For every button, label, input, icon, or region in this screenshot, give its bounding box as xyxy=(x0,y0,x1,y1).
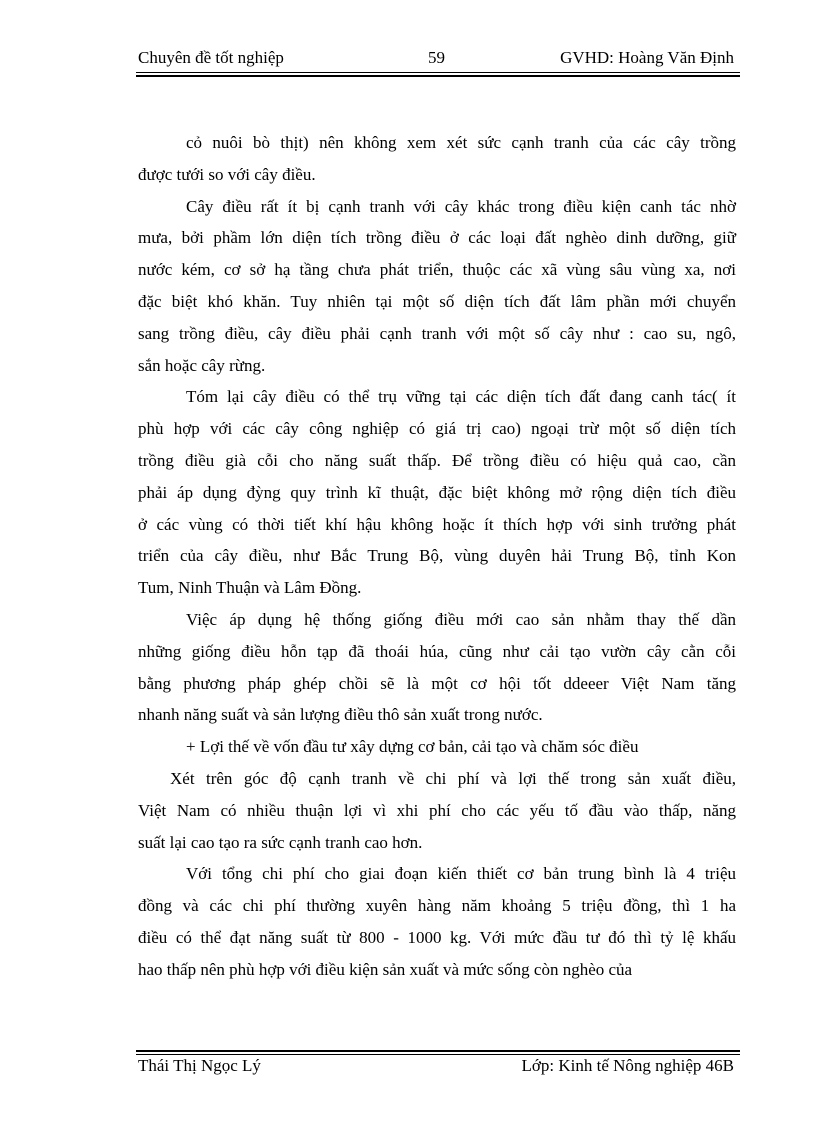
text-line: phù hợp với các cây công nghiệp có giá trị cao) ngoại trừ một số diện tích xyxy=(138,419,736,439)
paragraph xyxy=(138,731,736,763)
text-line: suất lại cao tạo ra sức cạnh tranh cao hơn. xyxy=(138,832,423,852)
footer-class: Lớp: Kinh tế Nông nghiệp 46B xyxy=(521,1056,734,1075)
text-line: Với tổng chi phí cho giai đoạn kiến thiết cơ bản trung bình là 4 triệu xyxy=(186,864,736,884)
page-header xyxy=(138,48,740,72)
paragraph xyxy=(138,381,736,604)
text-line: phải áp dụng đỳng quy trình kĩ thuật, đặc biệt không mở rộng diện tích điều xyxy=(138,482,736,502)
text-line: điều có thể đạt năng suất từ 800 - 1000 kg. Với mức đầu tư đó thì tỷ lệ khấu xyxy=(138,927,736,947)
paragraph xyxy=(138,191,736,382)
text-line: ở các vùng có thời tiết khí hậu không hoặc ít thích hợp với sinh trưởng phát xyxy=(138,514,736,534)
text-line: cỏ nuôi bò thịt) nên không xem xét sức cạnh tranh của các cây trồng xyxy=(186,133,736,152)
paragraph xyxy=(138,763,736,858)
text-line: Tum, Ninh Thuận và Lâm Đồng. xyxy=(138,578,362,598)
text-line: sang trồng điều, cây điều phải cạnh tranh với một số cây như : cao su, ngô, xyxy=(138,323,736,343)
text-line: sắn hoặc cây rừng. xyxy=(138,355,266,375)
text-line: đặc biệt khó khăn. Tuy nhiên tại một số diện tích đất lâm phần mới chuyển xyxy=(138,291,736,311)
text-line: Cây điều rất ít bị cạnh tranh với cây khác trong điều kiện canh tác nhờ xyxy=(186,196,736,216)
footer-rule xyxy=(136,1050,740,1055)
text-line: nhanh năng suất và sản lượng điều thô sản xuất trong nước. xyxy=(138,705,543,725)
text-line: nước kém, cơ sở hạ tầng chưa phát triển, thuộc các xã vùng sâu vùng xa, nơi xyxy=(138,260,736,280)
text-line: mưa, bởi phầm lớn diện tích trồng điều ở các loại đất nghèo dinh dưỡng, giữ xyxy=(138,228,736,248)
text-line: Tóm lại cây điều có thể trụ vững tại các diện tích đất đang canh tác( ít xyxy=(186,387,736,407)
paragraph xyxy=(138,127,736,191)
paragraph xyxy=(138,604,736,731)
header-rule xyxy=(136,72,740,77)
text-line: Việt Nam có nhiều thuận lợi vì xhi phí cho các yếu tố đầu vào thấp, năng xyxy=(138,800,736,820)
footer-author: Thái Thị Ngọc Lý xyxy=(138,1056,261,1075)
text-line: bằng phương pháp ghép chồi sẽ là một cơ hội tốt ddeeer Việt Nam tăng xyxy=(138,673,736,693)
text-line: trồng điều già cỗi cho năng suất thấp. Để trồng điều có hiệu quả cao, cần xyxy=(138,450,736,470)
text-line: + Lợi thế về vốn đầu tư xây dựng cơ bản, cải tạo và chăm sóc điều xyxy=(186,737,639,757)
paragraph xyxy=(138,858,736,985)
text-line: Xét trên góc độ cạnh tranh về chi phí và lợi thế trong sản xuất điều, xyxy=(170,768,736,788)
text-line: những giống điều hỗn tạp đã thoái húa, cũng như cải tạo vườn cây cằn cỗi xyxy=(138,641,736,661)
text-line: triển của cây điều, như Bắc Trung Bộ, vùng duyên hải Trung Bộ, tỉnh Kon xyxy=(138,546,736,566)
page-number: 59 xyxy=(428,48,445,67)
header-advisor: GVHD: Hoàng Văn Định xyxy=(560,48,734,67)
text-line: Việc áp dụng hệ thống giống điều mới cao sản nhằm thay thế dần xyxy=(186,609,736,629)
header-title: Chuyên đề tốt nghiệp xyxy=(138,48,284,67)
document-body xyxy=(138,127,736,986)
text-line: được tưới so với cây điều. xyxy=(138,164,316,184)
page-footer xyxy=(138,1056,740,1080)
text-line: đồng và các chi phí thường xuyên hàng năm khoảng 5 triệu đồng, thì 1 ha xyxy=(138,896,736,916)
text-line: hao thấp nên phù hợp với điều kiện sản xuất và mức sống còn nghèo của xyxy=(138,959,633,979)
